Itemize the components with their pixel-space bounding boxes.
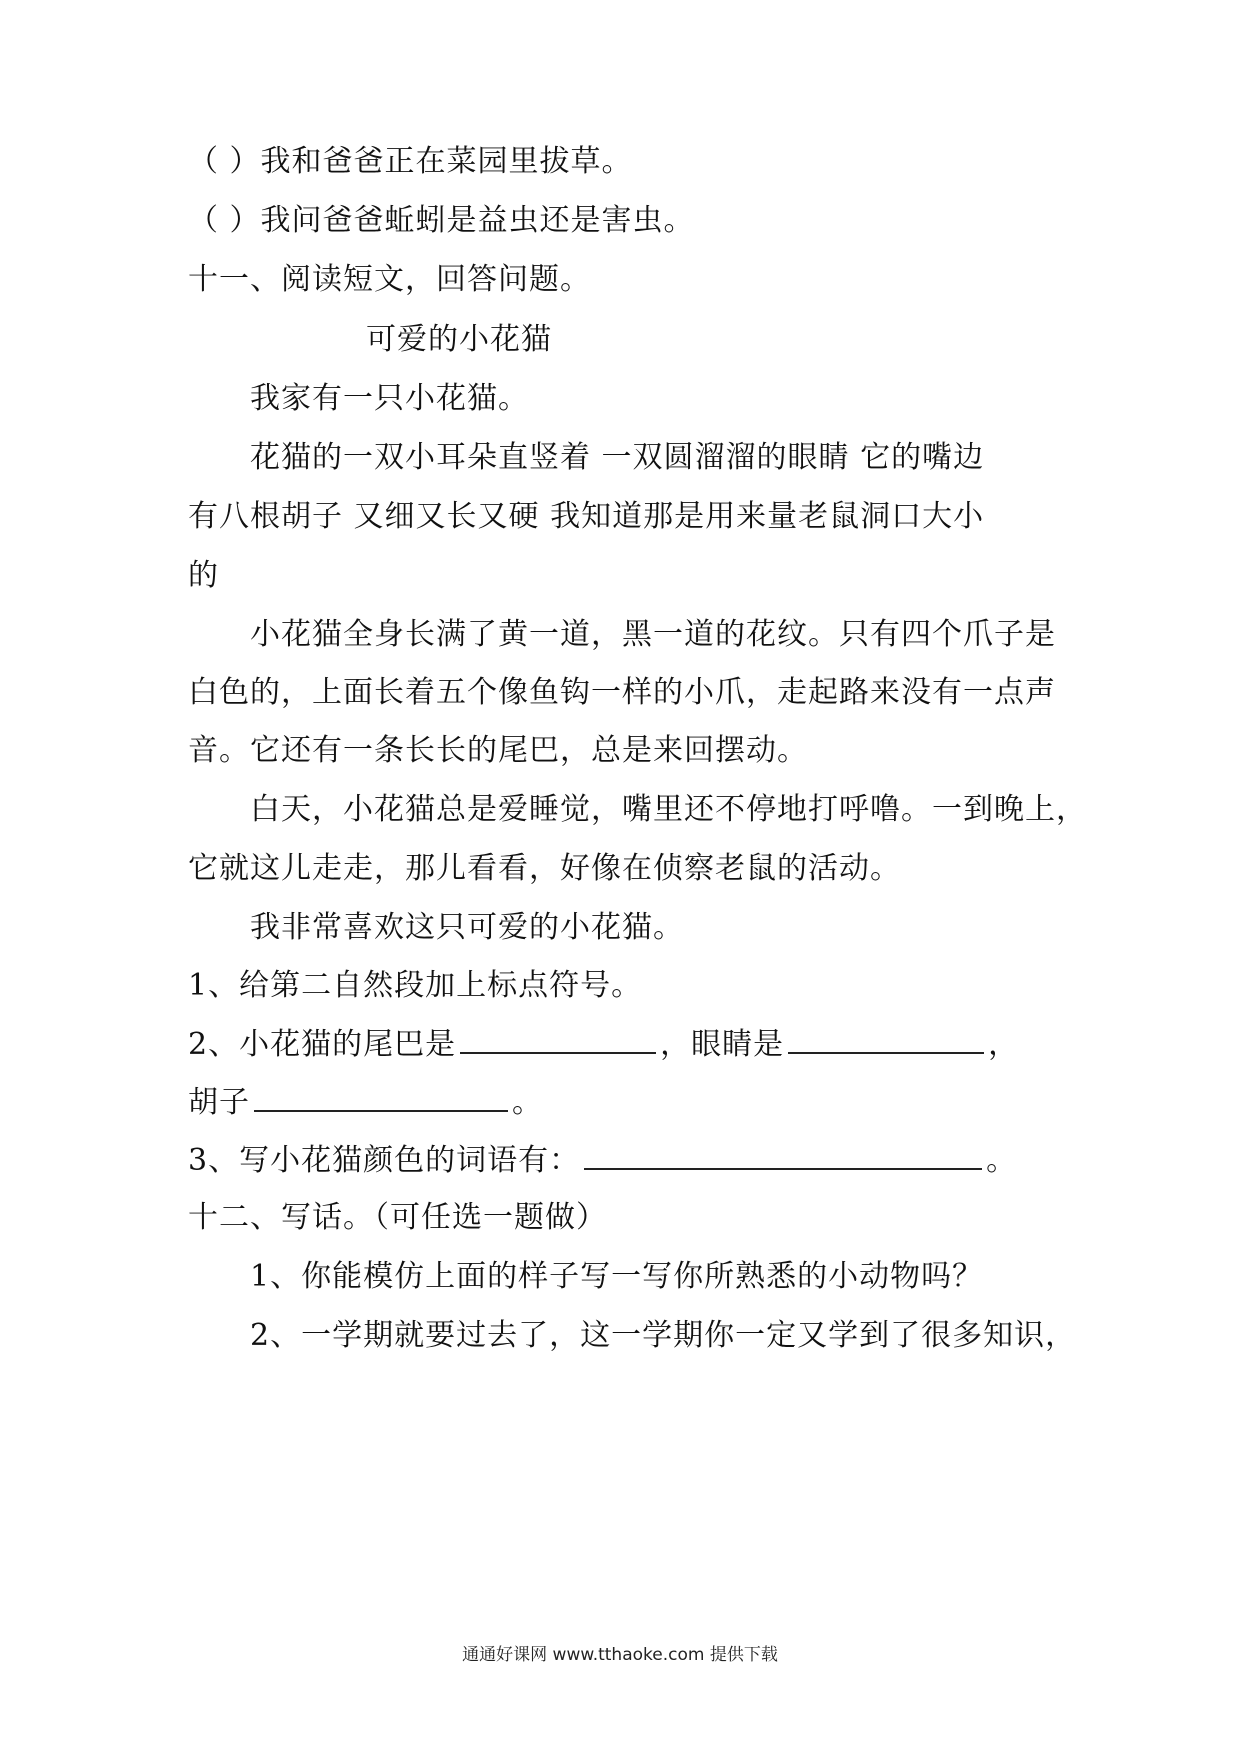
answer-blank-eyes[interactable] (788, 1024, 984, 1054)
story-title: 可爱的小花猫 (366, 322, 552, 357)
sentence-order-item-2: （ ）我问爸爸蚯蚓是益虫还是害虫。 (188, 203, 695, 238)
writing-prompt-1: 1、你能模仿上面的样子写一写你所熟悉的小动物吗？ (250, 1259, 984, 1294)
section-heading-11: 十一、阅读短文，回答问题。 (188, 262, 591, 297)
question-2-line-2: 胡子 。 (188, 1082, 543, 1123)
story-paragraph-3-line-2: 白色的，上面长着五个像鱼钩一样的小爪，走起路来没有一点声 (188, 675, 1056, 710)
answer-blank-color-words[interactable] (584, 1140, 982, 1170)
sentence-order-item-1: （ ）我和爸爸正在菜园里拔草。 (188, 144, 633, 179)
answer-blank-whiskers[interactable] (254, 1082, 508, 1112)
writing-prompt-2: 2、一学期就要过去了，这一学期你一定又学到了很多知识， (250, 1318, 1077, 1353)
story-paragraph-5: 我非常喜欢这只可爱的小花猫。 (250, 910, 684, 945)
story-paragraph-1: 我家有一只小花猫。 (250, 381, 529, 416)
story-paragraph-3-line-3: 音。它还有一条长长的尾巴，总是来回摆动。 (188, 733, 808, 768)
page-footer: 通通好课网 www.tthaoke.com 提供下载 (462, 1645, 778, 1665)
answer-blank-tail[interactable] (460, 1024, 656, 1054)
story-paragraph-4-line-2: 它就这儿走走，那儿看看，好像在侦察老鼠的活动。 (188, 851, 901, 886)
question-2-line-1: 2、小花猫的尾巴是 ，眼睛是 ， (188, 1024, 1019, 1065)
question-3: 3、写小花猫颜色的词语有： 。 (188, 1140, 1017, 1181)
story-paragraph-4-line-1: 白天，小花猫总是爱睡觉，嘴里还不停地打呼噜。一到晚上， (250, 792, 1087, 827)
story-paragraph-2-line-2: 有八根胡子 又细又长又硬 我知道那是用来量老鼠洞口大小 (188, 499, 985, 534)
question-1: 1、给第二自然段加上标点符号。 (188, 968, 643, 1003)
story-paragraph-2-line-3: 的 (188, 558, 219, 593)
section-heading-12: 十二、写话。（可任选一题做） (188, 1200, 607, 1235)
story-paragraph-2-line-1: 花猫的一双小耳朵直竖着 一双圆溜溜的眼睛 它的嘴边 (250, 440, 985, 475)
story-paragraph-3-line-1: 小花猫全身长满了黄一道，黑一道的花纹。只有四个爪子是 (250, 617, 1056, 652)
